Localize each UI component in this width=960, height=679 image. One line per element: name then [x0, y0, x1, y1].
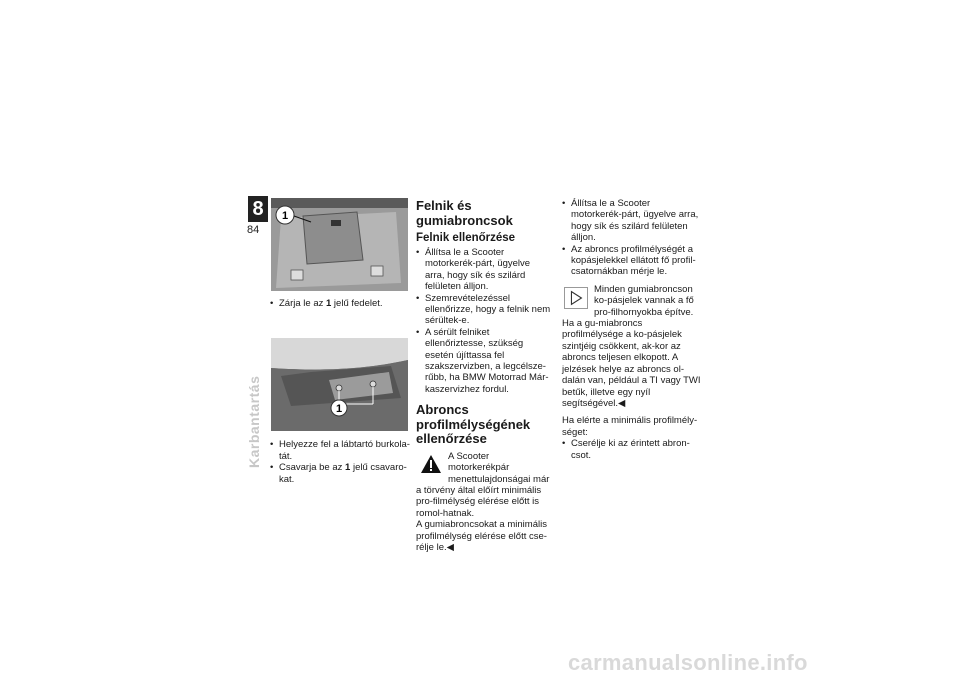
tread-heading: Abroncs profilmélységének ellenőrzése: [416, 402, 531, 447]
rims-column: [416, 198, 552, 553]
note-text: Minden gumiabroncson ko-pásjelek vannak a fő pro-filhornyokba építve. Ha a gu-miabroncs profilmélysége a ko-pásjelek szintjéig csökkent, ak-kor az abroncs teljesen elkopott. A jelzések helye az abroncs ol-dalán van, például a TI vagy TWI betűk, illetve egy nyíl segítségével.◀: [562, 283, 701, 409]
photo1-callout: 1: [281, 210, 289, 222]
warning-text-2: A gumiabroncsokat a minimális profilmélység elérése előtt cse-rélje le.◀: [416, 519, 547, 554]
cover-caption: [270, 298, 415, 310]
chapter-title: Karbantartás: [246, 375, 262, 468]
list-item: • Cserélje ki az érintett abron-csot.: [562, 438, 702, 461]
footrest-photo: [271, 338, 408, 431]
chapter-number: 8: [248, 196, 268, 222]
list-item: • Állítsa le a Scooter motorkerék-párt, ügyelve arra, hogy sík és szilárd felületen álljon.: [416, 247, 552, 293]
caption-item: • Helyezze fel a lábtartó burkola-tát.: [270, 439, 415, 462]
tread-column: [562, 198, 702, 461]
after-text: Ha elérte a minimális profilmély-séget:: [562, 415, 698, 438]
rims-heading: Felnik és gumiabroncsok: [416, 198, 513, 228]
tread-list: [562, 198, 702, 278]
watermark: carmanualsonline.info: [568, 650, 808, 675]
cover-photo: [271, 198, 408, 291]
warning-triangle-icon: [420, 454, 442, 474]
final-list: [562, 438, 702, 461]
list-item: • Szemrevételezéssel ellenőrizze, hogy a felnik nem sérültek-e.: [416, 293, 552, 327]
caption-item: • Csavarja be az 1 jelű csavaro-kat.: [270, 462, 415, 485]
page-number: 84: [247, 224, 260, 236]
note-arrow-icon: [564, 287, 588, 309]
caption-item: • Zárja le az 1 jelű fedelet.: [270, 298, 415, 310]
rims-subheading: Felnik ellenőrzése: [416, 232, 516, 244]
footrest-caption: [270, 439, 415, 485]
info-notice: [562, 284, 702, 409]
photo2-callout: 1: [335, 403, 343, 415]
list-item: • A sérült felniket ellenőriztesse, szükség esetén újíttassa fel szakszervizben, a legcélsze-rűbb, ha BMW Motorrad Már-kaszervizhez fordul.: [416, 327, 552, 395]
rims-list: [416, 247, 552, 395]
list-item: • Állítsa le a Scooter motorkerék-párt, ügyelve arra, hogy sík és szilárd felületen álljon.: [562, 198, 702, 244]
list-item: • Az abroncs profilmélységét a kopásjelekkel ellátott fő profil-csatornákban mérje le.: [562, 244, 702, 278]
warning-text: A Scooter motorkerékpár menettulajdonságai már a törvény által előírt minimális pro-filmélység elérése előtt is romol-hatnak.: [416, 450, 550, 519]
warning-notice: [416, 451, 552, 519]
